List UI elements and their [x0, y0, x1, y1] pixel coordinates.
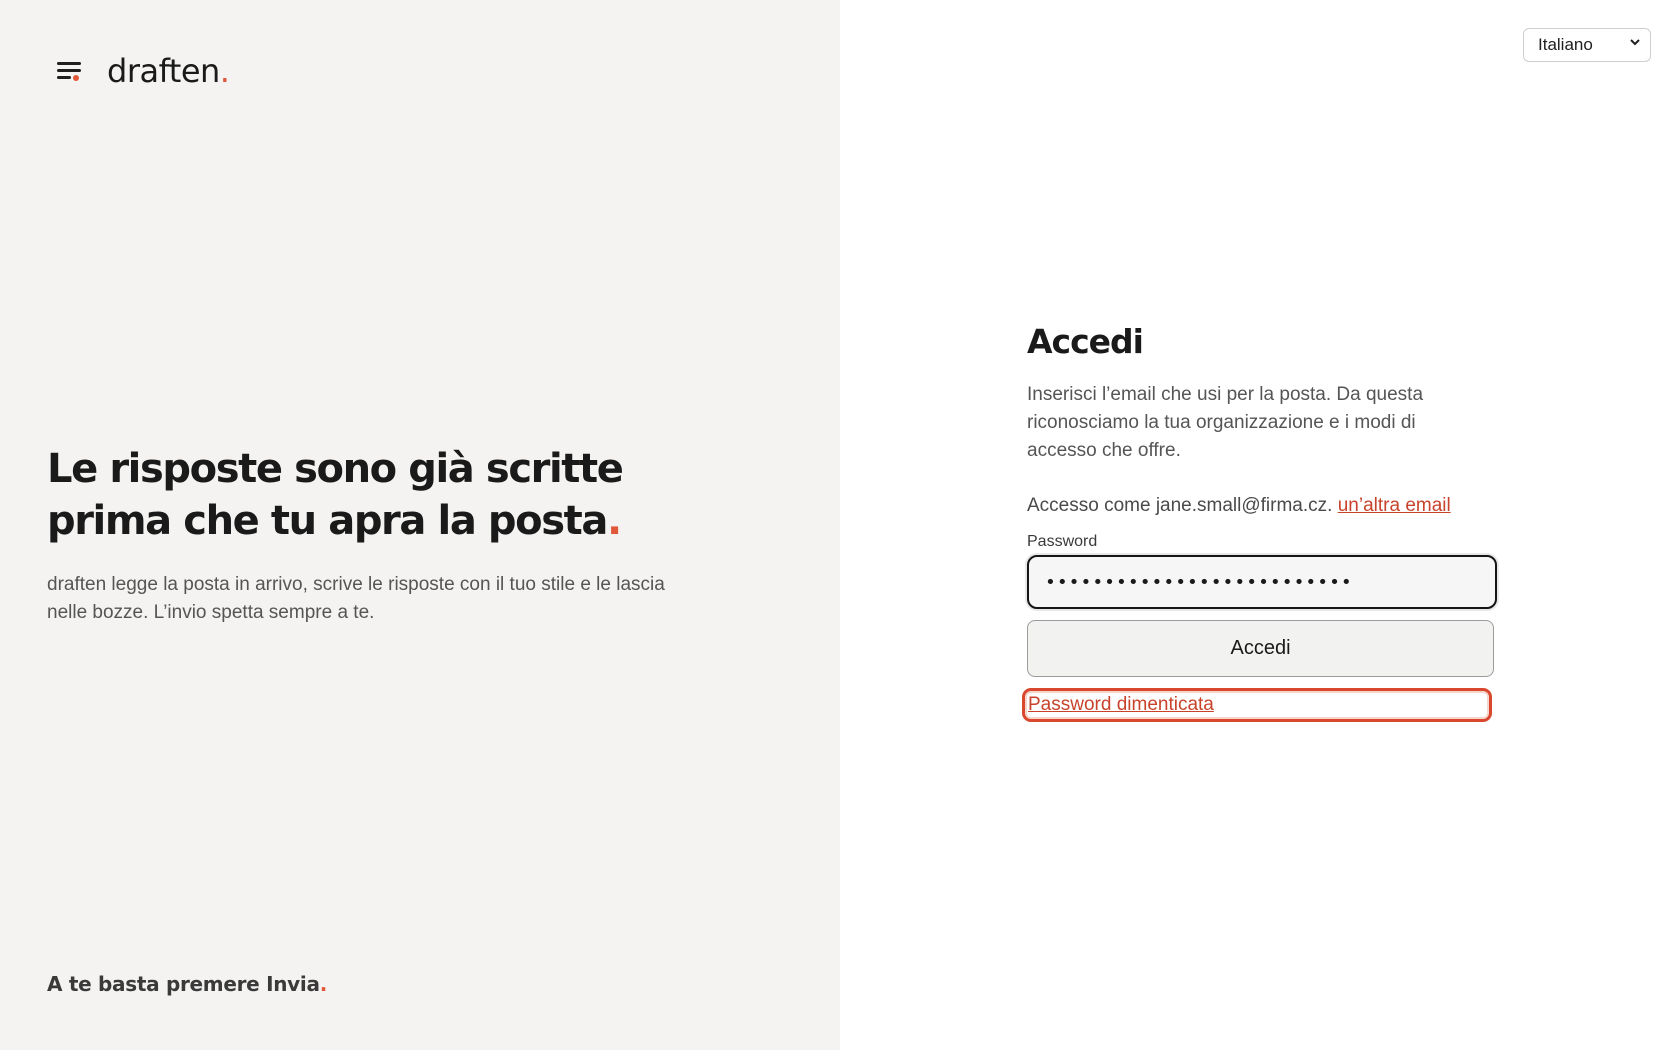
login-title: Accedi: [1027, 322, 1143, 361]
login-description: Inserisci l’email che usi per la posta. Da questa riconosciamo la tua organizzazione e i modi di accesso che offre.: [1027, 384, 1424, 461]
hero-title-text: Le risposte sono già scritte prima che tu apra la posta: [47, 446, 623, 544]
brand-dot: .: [219, 52, 230, 90]
forgot-password-link[interactable]: Password dimenticata: [1028, 694, 1214, 715]
footer-tagline-dot: .: [319, 972, 327, 996]
footer-tagline-text: A te basta premere Invia: [47, 972, 320, 996]
language-selected: Italiano: [1538, 35, 1593, 54]
login-form: [1027, 322, 1497, 722]
hero: [47, 443, 707, 627]
menu-lines-icon: [55, 59, 85, 83]
hero-subtitle: draften legge la posta in arrivo, scrive le risposte con il tuo stile e le lascia nelle bozze. L’invio spetta sempre a te.: [47, 574, 665, 623]
brand-name: [107, 52, 229, 90]
password-field[interactable]: ••••••••••••••••••••••••••: [1027, 555, 1497, 609]
language-select[interactable]: [1523, 28, 1651, 62]
signed-in-as-text: Accesso come jane.small@firma.cz.: [1027, 495, 1333, 516]
hero-title-dot: .: [606, 498, 621, 544]
forgot-password-focus-ring[interactable]: [1022, 688, 1492, 722]
sign-in-button[interactable]: Accedi: [1027, 620, 1494, 677]
hero-title: [47, 443, 707, 547]
signed-in-as: [1027, 495, 1497, 517]
chevron-down-icon: [1628, 35, 1642, 52]
brand-wordmark: draften: [107, 52, 220, 90]
footer-tagline: [47, 972, 327, 996]
other-email-link[interactable]: un’altra email: [1337, 495, 1451, 516]
password-label: Password: [1027, 533, 1098, 550]
brand-logo[interactable]: [55, 52, 229, 90]
